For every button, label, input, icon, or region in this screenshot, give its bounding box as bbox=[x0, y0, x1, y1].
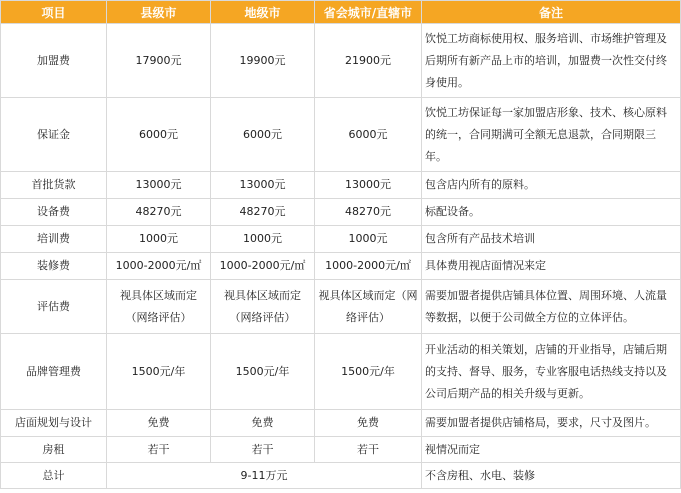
item-cell: 品牌管理费 bbox=[1, 334, 107, 410]
total-row bbox=[1, 463, 681, 489]
total-value: 9-11万元 bbox=[107, 463, 422, 489]
note-cell: 饮悦工坊保证每一家加盟店形象、技术、核心原料的统一，合同期满可全额无息退款，合同期限三年。 bbox=[422, 98, 681, 172]
county-cell: 48270元 bbox=[107, 199, 211, 226]
note-cell: 饮悦工坊商标使用权、服务培训、市场维护管理及后期所有新产品上市的培训，加盟费一次性交付终身使用。 bbox=[422, 24, 681, 98]
county-cell: 13000元 bbox=[107, 172, 211, 199]
table-row bbox=[1, 437, 681, 463]
item-cell: 房租 bbox=[1, 437, 107, 463]
note-cell: 需要加盟者提供店铺格局，要求，尺寸及图片。 bbox=[422, 410, 681, 437]
note-cell: 开业活动的相关策划，店铺的开业指导，店铺后期的支持、督导、服务，专业客服电话热线支持以及公司后期产品的相关升级与更新。 bbox=[422, 334, 681, 410]
capital-cell: 21900元 bbox=[315, 24, 422, 98]
table-row bbox=[1, 172, 681, 199]
capital-cell: 若干 bbox=[315, 437, 422, 463]
item-cell: 店面规划与设计 bbox=[1, 410, 107, 437]
prefecture-cell: 13000元 bbox=[211, 172, 315, 199]
capital-cell: 1000-2000元/㎡ bbox=[315, 253, 422, 280]
total-label: 总计 bbox=[1, 463, 107, 489]
header-item: 项目 bbox=[1, 1, 107, 24]
note-cell: 包含店内所有的原料。 bbox=[422, 172, 681, 199]
item-cell: 评估费 bbox=[1, 280, 107, 334]
prefecture-cell: 1000元 bbox=[211, 226, 315, 253]
table-row bbox=[1, 199, 681, 226]
table-row bbox=[1, 226, 681, 253]
header-county-city: 县级市 bbox=[107, 1, 211, 24]
note-cell: 具体费用视店面情况来定 bbox=[422, 253, 681, 280]
prefecture-cell: 视具体区域而定（网络评估） bbox=[211, 280, 315, 334]
header-capital-city: 省会城市/直辖市 bbox=[315, 1, 422, 24]
capital-cell: 6000元 bbox=[315, 98, 422, 172]
county-cell: 17900元 bbox=[107, 24, 211, 98]
county-cell: 若干 bbox=[107, 437, 211, 463]
prefecture-cell: 免费 bbox=[211, 410, 315, 437]
item-cell: 培训费 bbox=[1, 226, 107, 253]
capital-cell: 48270元 bbox=[315, 199, 422, 226]
note-cell: 包含所有产品技术培训 bbox=[422, 226, 681, 253]
capital-cell: 1500元/年 bbox=[315, 334, 422, 410]
item-cell: 首批货款 bbox=[1, 172, 107, 199]
item-cell: 装修费 bbox=[1, 253, 107, 280]
county-cell: 1000元 bbox=[107, 226, 211, 253]
county-cell: 免费 bbox=[107, 410, 211, 437]
note-cell: 标配设备。 bbox=[422, 199, 681, 226]
capital-cell: 视具体区域而定（网络评估） bbox=[315, 280, 422, 334]
total-note: 不含房租、水电、装修 bbox=[422, 463, 681, 489]
table-row bbox=[1, 334, 681, 410]
capital-cell: 免费 bbox=[315, 410, 422, 437]
item-cell: 设备费 bbox=[1, 199, 107, 226]
table-row bbox=[1, 280, 681, 334]
prefecture-cell: 6000元 bbox=[211, 98, 315, 172]
prefecture-cell: 48270元 bbox=[211, 199, 315, 226]
note-cell: 需要加盟者提供店铺具体位置、周围环境、人流量等数据，以便于公司做全方位的立体评估。 bbox=[422, 280, 681, 334]
county-cell: 1500元/年 bbox=[107, 334, 211, 410]
table-row bbox=[1, 253, 681, 280]
county-cell: 视具体区域而定（网络评估） bbox=[107, 280, 211, 334]
item-cell: 保证金 bbox=[1, 98, 107, 172]
prefecture-cell: 若干 bbox=[211, 437, 315, 463]
item-cell: 加盟费 bbox=[1, 24, 107, 98]
prefecture-cell: 1500元/年 bbox=[211, 334, 315, 410]
capital-cell: 13000元 bbox=[315, 172, 422, 199]
table-row bbox=[1, 98, 681, 172]
note-cell: 视情况而定 bbox=[422, 437, 681, 463]
capital-cell: 1000元 bbox=[315, 226, 422, 253]
header-note: 备注 bbox=[422, 1, 681, 24]
county-cell: 1000-2000元/㎡ bbox=[107, 253, 211, 280]
header-row bbox=[1, 1, 681, 24]
prefecture-cell: 19900元 bbox=[211, 24, 315, 98]
table-row bbox=[1, 410, 681, 437]
county-cell: 6000元 bbox=[107, 98, 211, 172]
table-row bbox=[1, 24, 681, 98]
header-prefecture-city: 地级市 bbox=[211, 1, 315, 24]
prefecture-cell: 1000-2000元/㎡ bbox=[211, 253, 315, 280]
